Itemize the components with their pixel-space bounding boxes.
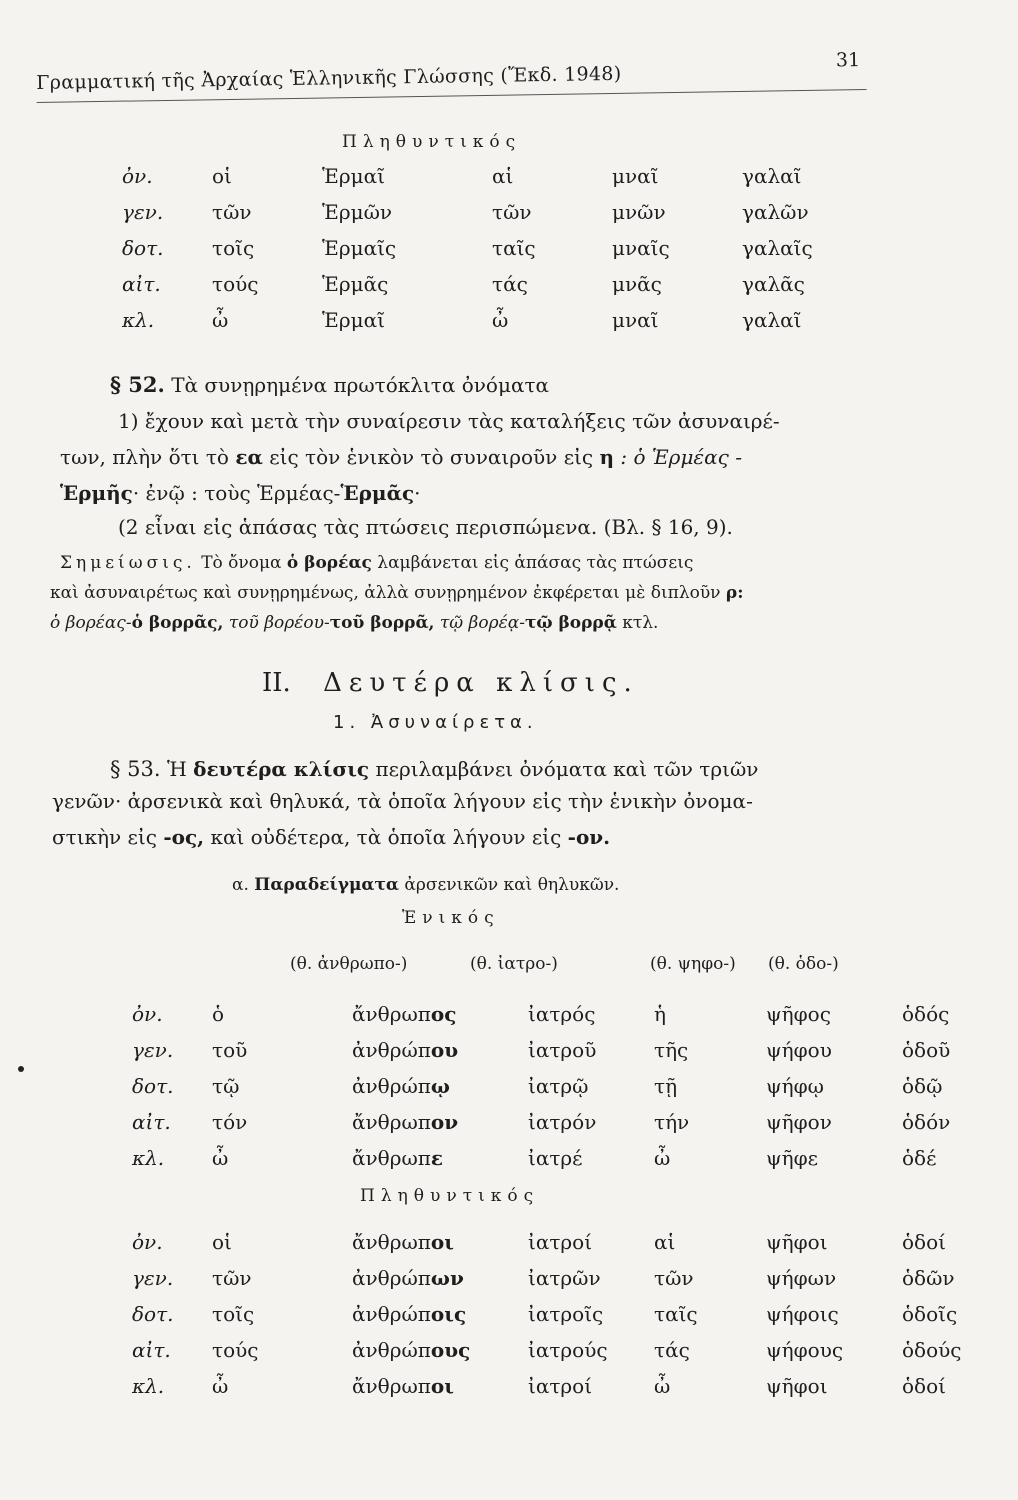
section-52-title-line [110, 370, 870, 400]
table-cell: μναῖ [612, 164, 659, 188]
heading-second-declension [262, 668, 639, 698]
table-cell: αἱ [654, 1230, 676, 1254]
text-run: λαμβάνεται εἰς ἁπάσας τὰς πτώσεις [377, 553, 694, 573]
table-cell: ἰατρούς [528, 1338, 608, 1362]
table-cell: ψῆφοι [766, 1374, 828, 1398]
table-cell: ὁδέ [902, 1146, 937, 1170]
word-borra-dative: τῷ βορρᾷ [524, 613, 617, 633]
table-row [122, 302, 852, 338]
word-stem: ἄνθρωπ [352, 1374, 431, 1398]
singular-title [402, 908, 500, 928]
table-cell: ὁ [212, 1002, 225, 1026]
section-52-line1: 1) ἔχουν καὶ μετὰ τὴν συναίρεσιν τὰς καταλήξεις τῶν ἀσυναιρέ- [118, 409, 780, 433]
table-cell: γαλαῖς [742, 236, 813, 260]
note-line2 [50, 580, 880, 606]
word-ending: ῳ [430, 1074, 450, 1098]
table-row [132, 1368, 1002, 1404]
table-cell-word [352, 1332, 528, 1368]
word-stem: ἀνθρώπ [352, 1302, 431, 1326]
table-cell: τοῦ [212, 1038, 248, 1062]
word-stem: ἀνθρώπ [352, 1038, 431, 1062]
table-cell: Ἑρμαῖ [322, 308, 385, 332]
table-row [132, 1332, 1002, 1368]
case-label: αἰτ. [132, 1110, 171, 1134]
table-cell: τῷ [212, 1074, 240, 1098]
case-label: δοτ. [132, 1074, 174, 1098]
table-cell: μνᾶς [612, 272, 662, 296]
table-row [132, 1104, 1002, 1140]
word-stem: ἄνθρωπ [352, 1230, 431, 1254]
section-52-line2 [60, 442, 880, 472]
section-53-line1 [110, 754, 890, 784]
table-row [132, 1032, 1002, 1068]
plural-title-2 [360, 1186, 539, 1206]
ending-on: -ον. [567, 825, 611, 849]
table-row [132, 1140, 1002, 1176]
term-second-declension: δευτέρα κλίσις [193, 757, 370, 781]
table-cell: Ἑρμᾶς [322, 272, 389, 296]
text-run: περιλαμβάνει ὀνόματα καὶ τῶν τριῶν [375, 757, 759, 781]
table-cell: ψῆφοι [766, 1230, 828, 1254]
table-cell: Ἑρμῶν [322, 200, 393, 224]
plural-title-text: Πληθυντικός [342, 132, 522, 152]
table-cell: ἰατρός [528, 1002, 596, 1026]
table-cell: ψήφοις [766, 1302, 839, 1326]
text-run: τοῦ βορέου- [228, 613, 330, 633]
table-cell: ψήφῳ [766, 1074, 824, 1098]
text-run: ὁ βορέας- [50, 613, 132, 633]
ending-eta: η [599, 445, 614, 469]
table-cell-word [352, 1368, 528, 1404]
table-cell: ψήφου [766, 1038, 832, 1062]
stem-labels [0, 954, 1018, 978]
table-cell: γαλαῖ [742, 164, 802, 188]
section-52-number: § 52. [110, 372, 165, 397]
case-label: ὀν. [132, 1002, 163, 1026]
table-cell: ἰατρῶν [528, 1266, 601, 1290]
table-cell: ψήφων [766, 1266, 837, 1290]
note-line1 [60, 550, 880, 576]
table-cell: ὦ [212, 1146, 229, 1170]
page-header [36, 49, 867, 103]
table-cell: γαλῶν [742, 200, 809, 224]
table-cell: τούς [212, 1338, 259, 1362]
case-label: δοτ. [122, 236, 164, 260]
table-cell: ὁδόν [902, 1110, 951, 1134]
subheading-asynaireta: 1. Ἀσυναίρετα. [333, 712, 538, 733]
word-stem: ἀνθρώπ [352, 1074, 431, 1098]
section-52-title: Τὰ συνῃρημένα πρωτόκλιτα ὀνόματα [171, 373, 550, 397]
case-label: κλ. [122, 308, 155, 332]
plural-title-1 [342, 132, 521, 152]
table-cell-word [352, 1296, 528, 1332]
table-cell: ὦ [654, 1374, 671, 1398]
section-53-line2: γενῶν· ἀρσενικὰ καὶ θηλυκά, τὰ ὁποῖα λήγουν εἰς τὴν ἑνικὴν ὀνομα- [52, 789, 753, 813]
table-cell: οἱ [212, 1230, 232, 1254]
example-hermeas: : ὁ Ἑρμέας - [620, 445, 742, 469]
stem-psepho: (θ. ψηφο-) [650, 954, 736, 974]
table-cell: ὁδός [902, 1002, 950, 1026]
text-run: των, πλὴν ὅτι τὸ [60, 445, 229, 469]
section-53-line3 [52, 822, 892, 852]
table-cell: ὁδοί [902, 1230, 946, 1254]
page-number: 31 [835, 49, 861, 72]
word-ending: ε [430, 1146, 444, 1170]
table-cell: οἱ [212, 164, 232, 188]
table-cell: γαλαῖ [742, 308, 802, 332]
table-cell: ὁδοί [902, 1374, 946, 1398]
word-ending: ον [430, 1110, 459, 1134]
table-cell: ἰατρῷ [528, 1074, 589, 1098]
table-cell: τῶν [654, 1266, 694, 1290]
table-cell: ὁδοῦ [902, 1038, 951, 1062]
word-borra: τοῦ βορρᾶ, [329, 613, 435, 633]
table-row [122, 158, 852, 194]
case-label: αἰτ. [122, 272, 161, 296]
case-label: αἰτ. [132, 1338, 171, 1362]
stem-iatro: (θ. ἰατρο-) [470, 954, 558, 974]
table-row [132, 1260, 1002, 1296]
example-hermes: Ἑρμῆς [60, 481, 133, 505]
word-stem: ἄνθρωπ [352, 1110, 431, 1134]
table-cell: τήν [654, 1110, 690, 1134]
section-52-line3 [60, 478, 880, 508]
table-cell: ὁδούς [902, 1338, 962, 1362]
case-label: γεν. [122, 200, 164, 224]
table-cell: ἰατροί [528, 1230, 593, 1254]
ending-ea: εα [235, 445, 263, 469]
word-stem: ἄνθρωπ [352, 1146, 431, 1170]
table-cell: ψῆφε [766, 1146, 819, 1170]
section-52-line4: (2 εἶναι εἰς ἁπάσας τὰς πτώσεις περισπώμενα. (Βλ. § 16, 9). [118, 515, 733, 539]
word-ending: οι [430, 1230, 454, 1254]
plural-table-1 [122, 158, 852, 338]
case-label: ὀν. [122, 164, 153, 188]
word-ending: οι [430, 1374, 454, 1398]
ending-os: -ος, [163, 825, 205, 849]
table-cell-word [352, 1032, 528, 1068]
table-row [132, 1224, 1002, 1260]
table-cell: ὦ [492, 308, 509, 332]
table-cell: ἰατρέ [528, 1146, 583, 1170]
table-cell: μναῖς [612, 236, 670, 260]
case-label: κλ. [132, 1374, 165, 1398]
word-ending: ων [430, 1266, 464, 1290]
table-cell: ψῆφον [766, 1110, 832, 1134]
examples-heading [232, 870, 832, 900]
word-boreas: ὁ βορέας [286, 553, 372, 573]
table-row [132, 1296, 1002, 1332]
text-run: κτλ. [622, 613, 659, 633]
table-cell: ἡ [654, 1002, 666, 1026]
table-cell-word [352, 1140, 528, 1176]
heading-number: II. [262, 668, 291, 698]
table-cell: ψήφους [766, 1338, 844, 1362]
double-rho: ρ: [725, 583, 744, 603]
word-stem: ἀνθρώπ [352, 1338, 431, 1362]
table-cell: ὁδοῖς [902, 1302, 958, 1326]
table-cell: ὁδῶν [902, 1266, 955, 1290]
plural-table-2 [132, 1224, 1002, 1404]
table-cell: τῆς [654, 1038, 689, 1062]
word-stem: ἄνθρωπ [352, 1002, 431, 1026]
case-label: γεν. [132, 1038, 174, 1062]
table-cell: Ἑρμαῖ [322, 164, 385, 188]
table-cell: τόν [212, 1110, 248, 1134]
table-cell: ταῖς [654, 1302, 698, 1326]
case-label: κλ. [132, 1146, 165, 1170]
text-run: καὶ οὐδέτερα, τὰ ὁποῖα λήγουν εἰς [210, 825, 562, 849]
table-cell: τούς [212, 272, 259, 296]
table-cell: τοῖς [212, 236, 255, 260]
table-cell: ἰατρόν [528, 1110, 597, 1134]
stem-anthropo: (θ. ἀνθρωπο-) [290, 954, 408, 974]
table-cell: τῇ [654, 1074, 678, 1098]
text-run: στικὴν εἰς [52, 825, 157, 849]
running-head: Γραμματική τῆς Ἀρχαίας Ἑλληνικῆς Γλώσσης (Ἔκδ. 1948) [36, 62, 622, 94]
word-ending: οις [430, 1302, 467, 1326]
table-cell: μναῖ [612, 308, 659, 332]
ink-mark [18, 1066, 24, 1072]
table-cell: ὦ [212, 1374, 229, 1398]
table-cell: Ἑρμαῖς [322, 236, 397, 260]
heading-title: Δευτέρα κλίσις. [323, 668, 639, 698]
text-run: · [414, 481, 421, 505]
note-line3 [50, 610, 880, 636]
table-cell: ὦ [654, 1146, 671, 1170]
table-cell: ὁδῷ [902, 1074, 943, 1098]
case-label: δοτ. [132, 1302, 174, 1326]
table-cell-word [352, 1260, 528, 1296]
note-label: Σημείωσις. [60, 553, 196, 573]
table-cell-word [352, 996, 528, 1032]
stem-hodo: (θ. ὁδο-) [768, 954, 839, 974]
case-label: ὀν. [132, 1230, 163, 1254]
table-row [132, 1068, 1002, 1104]
text-run: Τὸ ὄνομα [201, 553, 282, 573]
table-cell: αἱ [492, 164, 514, 188]
table-cell: τοῖς [212, 1302, 255, 1326]
table-cell: ὦ [212, 308, 229, 332]
text-run: Ἡ [166, 757, 187, 781]
plural-title-2-text: Πληθυντικός [360, 1186, 540, 1206]
singular-title-text: Ἑνικός [402, 908, 500, 928]
table-cell-word [352, 1104, 528, 1140]
table-cell: τάς [492, 272, 528, 296]
table-cell: μνῶν [612, 200, 666, 224]
table-cell: ἰατροῦ [528, 1038, 597, 1062]
table-cell: ἰατροί [528, 1374, 593, 1398]
case-label: γεν. [132, 1266, 174, 1290]
word-stem: ἀνθρώπ [352, 1266, 431, 1290]
text-run: ἀρσενικῶν καὶ θηλυκῶν. [404, 875, 620, 895]
table-cell: γαλᾶς [742, 272, 805, 296]
table-cell-word [352, 1224, 528, 1260]
table-cell: ταῖς [492, 236, 536, 260]
table-cell: τῶν [212, 1266, 252, 1290]
examples-label: Παραδείγματα [254, 875, 399, 895]
word-ending: ος [430, 1002, 457, 1026]
section-53-number: § 53. [110, 757, 161, 781]
text-run: · ἐνῷ : τοὺς Ἑρμέας- [132, 481, 341, 505]
table-row [122, 266, 852, 302]
table-row [132, 996, 1002, 1032]
table-row [122, 230, 852, 266]
singular-table [132, 996, 1002, 1176]
table-cell: ψῆφος [766, 1002, 831, 1026]
example-hermas: Ἑρμᾶς [340, 481, 415, 505]
text-run: καὶ ἀσυναιρέτως καὶ συνῃρημένως, ἀλλὰ συνῃρημένον ἐκφέρεται μὲ διπλοῦν [50, 583, 721, 603]
table-cell: ἰατροῖς [528, 1302, 604, 1326]
word-ending: ου [430, 1038, 459, 1062]
text-run: α. [232, 875, 249, 895]
table-cell: τῶν [212, 200, 252, 224]
word-borras: ὁ βορρᾶς, [131, 613, 224, 633]
table-cell: τάς [654, 1338, 690, 1362]
text-run: εἰς τὸν ἑνικὸν τὸ συναιροῦν εἰς [269, 445, 594, 469]
table-row [122, 194, 852, 230]
table-cell: τῶν [492, 200, 532, 224]
word-ending: ους [430, 1338, 471, 1362]
table-cell-word [352, 1068, 528, 1104]
text-run: τῷ βορέᾳ- [439, 613, 525, 633]
